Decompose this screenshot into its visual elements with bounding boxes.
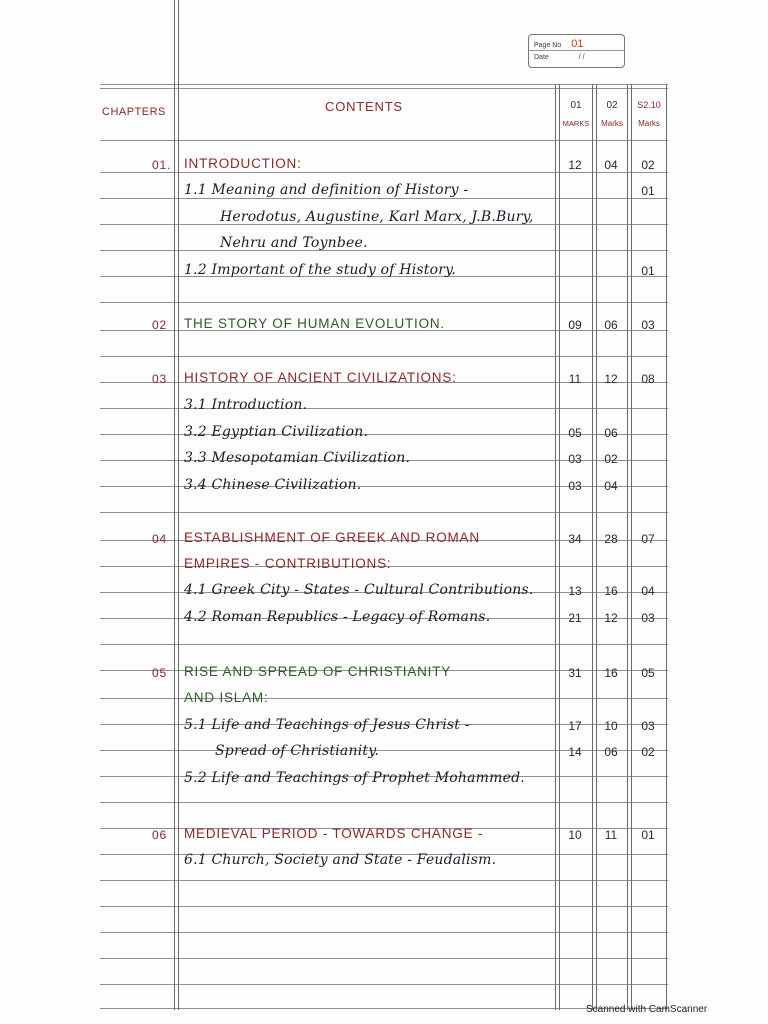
- contents-entry: EMPIRES - CONTRIBUTIONS:: [184, 556, 392, 571]
- column-line-2b: [596, 84, 597, 1010]
- marks-m2: 06: [604, 318, 618, 332]
- marks-m2: 06: [604, 745, 618, 759]
- ruled-line: [100, 802, 668, 803]
- ruled-line: [100, 644, 668, 645]
- ruled-line: [100, 198, 668, 199]
- page-right-edge: [666, 84, 667, 1010]
- marks-m3: 01: [641, 264, 655, 278]
- ruled-line: [100, 172, 668, 173]
- contents-entry: 3.3 Mesopotamian Civilization.: [184, 450, 411, 466]
- contents-entry: INTRODUCTION:: [184, 156, 302, 171]
- ruled-line: [100, 880, 668, 881]
- page-no-value: 01: [571, 38, 584, 50]
- margin-line-left: [174, 0, 175, 1010]
- ruled-line: [100, 512, 668, 513]
- header-col2-bottom: Marks: [601, 119, 623, 128]
- ruled-line: [100, 932, 668, 933]
- header-col2-top: 02: [606, 100, 618, 111]
- marks-m2: 16: [604, 666, 618, 680]
- marks-m1: 09: [568, 318, 582, 332]
- marks-m1: 11: [568, 372, 582, 386]
- contents-entry: MEDIEVAL PERIOD - TOWARDS CHANGE -: [184, 826, 484, 841]
- marks-m1: 05: [568, 426, 582, 440]
- ruled-line: [100, 958, 668, 959]
- date-label: Date: [534, 54, 549, 61]
- chapter-number: 06: [152, 828, 167, 842]
- marks-m1: 10: [568, 828, 582, 842]
- marks-m3: 04: [641, 584, 655, 598]
- marks-m3: 08: [641, 372, 655, 386]
- column-line-2a: [592, 84, 593, 1010]
- contents-entry: 3.4 Chinese Civilization.: [184, 477, 362, 493]
- ruled-line: [100, 88, 668, 89]
- marks-m3: 03: [641, 611, 655, 625]
- marks-m2: 16: [604, 584, 618, 598]
- column-line-1a: [555, 84, 556, 1010]
- contents-entry: RISE AND SPREAD OF CHRISTIANITY: [184, 664, 452, 679]
- marks-m1: 34: [568, 532, 582, 546]
- header-col3-top: S2.10: [637, 100, 661, 110]
- marks-m1: 21: [568, 611, 582, 625]
- ruled-line: [100, 1008, 668, 1009]
- chapter-number: 05: [152, 666, 167, 680]
- page-no-label: Page No: [534, 42, 562, 49]
- header-col1-bottom: MARKS: [562, 119, 590, 128]
- contents-entry: 4.2 Roman Republics - Legacy of Romans.: [184, 609, 491, 625]
- header-col3-bottom: Marks: [638, 119, 660, 128]
- contents-entry: 4.1 Greek City - States - Cultural Contributions.: [184, 582, 534, 598]
- chapter-number: 03: [152, 372, 167, 386]
- marks-m3: 01: [641, 184, 655, 198]
- contents-entry: Spread of Christianity.: [215, 743, 380, 759]
- marks-m2: 02: [604, 452, 618, 466]
- ruled-line: [100, 356, 668, 357]
- ruled-line: [100, 250, 668, 251]
- contents-entry: HISTORY OF ANCIENT CIVILIZATIONS:: [184, 370, 457, 385]
- marks-m1: 31: [568, 666, 582, 680]
- ruled-line: [100, 140, 668, 141]
- marks-m2: 28: [604, 532, 618, 546]
- marks-m1: 03: [568, 479, 582, 493]
- chapter-number: 04: [152, 532, 167, 546]
- marks-m2: 12: [604, 372, 618, 386]
- marks-m3: 03: [641, 719, 655, 733]
- contents-entry: 3.1 Introduction.: [184, 397, 308, 413]
- contents-entry: 1.1 Meaning and definition of History -: [184, 182, 469, 198]
- ruled-line: [100, 906, 668, 907]
- ruled-line: [100, 84, 668, 85]
- marks-m3: 07: [641, 532, 655, 546]
- chapter-number: 02: [152, 318, 167, 332]
- contents-entry: 6.1 Church, Society and State - Feudalism.: [184, 852, 497, 868]
- page-number-box: [528, 34, 625, 68]
- marks-m2: 04: [604, 158, 618, 172]
- marks-m2: 12: [604, 611, 618, 625]
- scanner-footer: Scanned with CamScanner: [586, 1004, 708, 1015]
- margin-line-left-2: [178, 0, 179, 1010]
- column-line-3a: [627, 84, 628, 1010]
- header-contents: CONTENTS: [325, 99, 403, 114]
- marks-m3: 02: [641, 745, 655, 759]
- column-line-1b: [559, 84, 560, 1010]
- date-value: / /: [578, 54, 585, 61]
- contents-entry: 3.2 Egyptian Civilization.: [184, 424, 369, 440]
- contents-entry: 5.1 Life and Teachings of Jesus Christ -: [184, 717, 470, 733]
- marks-m3: 03: [641, 318, 655, 332]
- chapter-number: 01.: [152, 158, 172, 172]
- marks-m3: 02: [641, 158, 655, 172]
- contents-entry: Herodotus, Augustine, Karl Marx, J.B.Bury,: [220, 209, 534, 225]
- marks-m1: 12: [568, 158, 582, 172]
- marks-m2: 11: [604, 828, 618, 842]
- marks-m2: 04: [604, 479, 618, 493]
- contents-entry: ESTABLISHMENT OF GREEK AND ROMAN: [184, 530, 480, 545]
- header-chapters: CHAPTERS: [102, 106, 166, 118]
- marks-m1: 14: [568, 745, 582, 759]
- contents-entry: 5.2 Life and Teachings of Prophet Mohammed.: [184, 770, 525, 786]
- contents-entry: Nehru and Toynbee.: [220, 235, 368, 251]
- marks-m3: 01: [641, 828, 655, 842]
- marks-m2: 10: [604, 719, 618, 733]
- marks-m1: 17: [568, 719, 582, 733]
- ruled-line: [100, 302, 668, 303]
- contents-entry: AND ISLAM:: [184, 690, 269, 705]
- marks-m2: 06: [604, 426, 618, 440]
- marks-m3: 05: [641, 666, 655, 680]
- contents-entry: 1.2 Important of the study of History.: [184, 262, 457, 278]
- header-col1-top: 01: [570, 100, 582, 111]
- ruled-line: [100, 984, 668, 985]
- marks-m1: 13: [568, 584, 582, 598]
- column-line-3b: [631, 84, 632, 1010]
- contents-entry: THE STORY OF HUMAN EVOLUTION.: [184, 316, 445, 331]
- marks-m1: 03: [568, 452, 582, 466]
